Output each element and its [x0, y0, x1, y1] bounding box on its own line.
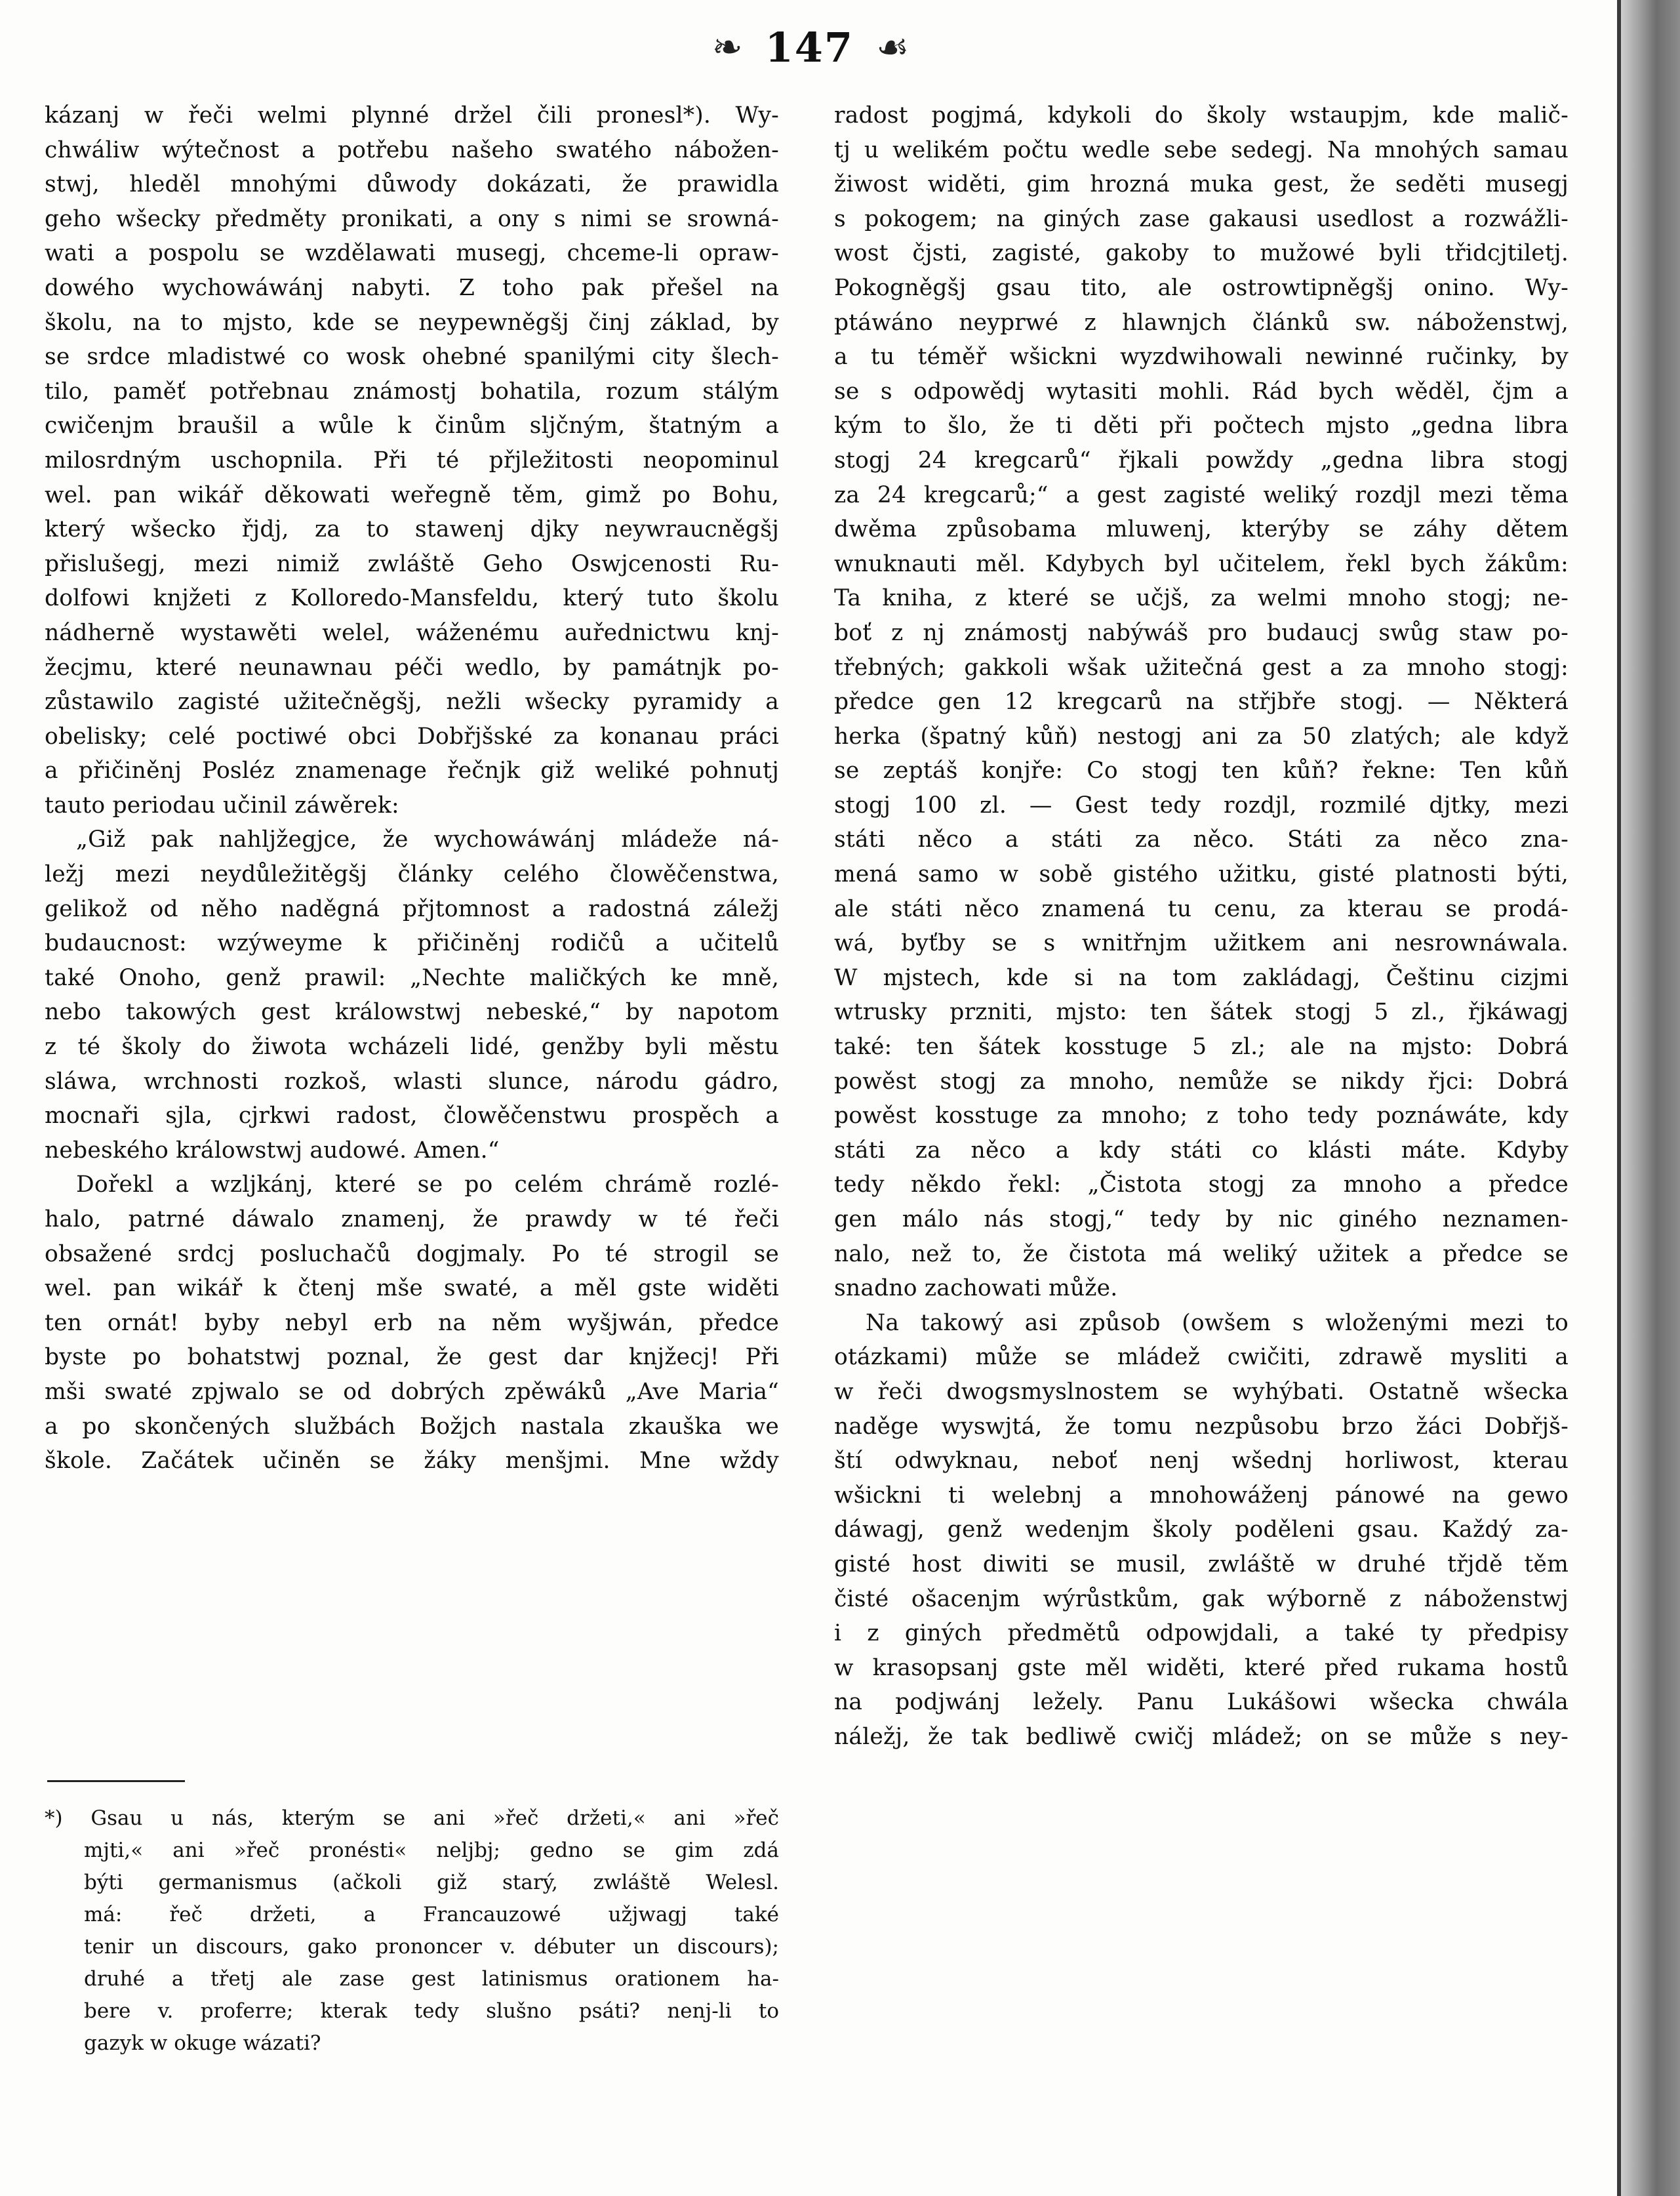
- text-line: W mjstech, kde si na tom zakládagj, Češtinu cizjmi: [834, 964, 1569, 991]
- text-line: Dořekl a wzljkánj, které se po celém chrámě rozlé-: [76, 1171, 779, 1198]
- text-line: obsažené srdcj posluchačů dogjmaly. Po té strogil se: [45, 1240, 779, 1267]
- text-line: se srdce mladistwé co wosk ohebné spanilými city šlech-: [45, 344, 779, 371]
- text-line: stogj 100 zl. — Gest tedy rozdjl, rozmilé djtky, mezi: [834, 792, 1569, 819]
- text-line: gen málo nás stogj,“ tedy by nic giného neznamen-: [834, 1206, 1569, 1232]
- text-line: a tu téměř wšickni wyzdwihowali newinné ručinky, by: [834, 344, 1569, 371]
- text-line: i z giných předmětů odpowjdali, a také ty předpisy: [834, 1620, 1569, 1647]
- text-line: gisté host diwiti se musil, zwláště w druhé třjdě těm: [834, 1551, 1569, 1577]
- text-line: zůstawilo zagisté užitečněgšj, nežli wšecky pyramidy a: [45, 689, 779, 716]
- text-line: kým to šlo, že ti děti při počtech mjsto „gedna libra: [834, 413, 1569, 439]
- text-line: gelikož od něho naděgná přjtomnost a radostná záležj: [45, 895, 779, 922]
- text-line: chwáliw wýtečnost a potřebu našeho swatého nábožen-: [45, 136, 779, 163]
- text-line: ale státi něco znamená tu cenu, za kterau se prodá-: [834, 895, 1569, 922]
- right-column: [834, 98, 1569, 1789]
- text-line: otázkami) může se mládež cwičiti, zdrawě mysliti a: [834, 1344, 1569, 1371]
- text-line: tauto periodau učinil záwěrek:: [45, 792, 399, 819]
- text-line: který wšecko řjdj, za to stawenj djky neywraucněgšj: [45, 516, 779, 543]
- text-line: kázanj w řeči welmi plynné držel čili pronesl*). Wy-: [45, 102, 779, 129]
- text-line: wšickni ti welebnj a mnohowáženj pánowé na gewo: [834, 1482, 1569, 1509]
- text-line: přislušegj, mezi nimiž zwláště Geho Oswjcenosti Ru-: [45, 550, 779, 577]
- text-line: tedy někdo řekl: „Čistota stogj za mnoho a předce: [834, 1171, 1569, 1198]
- text-line: budaucnost: wzýweyme k přičiněnj rodičů a učitelů: [45, 930, 779, 957]
- text-line: také Onoho, genž prawil: „Nechte maličkých ke mně,: [45, 964, 779, 991]
- footnote-line: tenir un discours, gako prononcer v. débuter un discours);: [84, 1935, 779, 1959]
- text-line: Ta kniha, z které se učjš, za welmi mnoho stogj; ne-: [834, 585, 1569, 612]
- text-line: wati a pospolu se wzdělawati musegj, chceme-li opraw-: [45, 240, 779, 267]
- text-line: nebo takowých gest králowstwj nebeské,“ by napotom: [45, 999, 779, 1026]
- text-line: wost čjsti, zagisté, gakoby to mužowé byli třidcjtiletj.: [834, 240, 1569, 267]
- text-line: milosrdným uschopnila. Při té přjležitosti neopominul: [45, 447, 779, 474]
- text-line: nalo, než to, že čistota má weliký užitek a předce se: [834, 1240, 1569, 1267]
- text-line: školu, na to mjsto, kde se neypewněgšj činj základ, by: [45, 309, 779, 336]
- text-line: ští odwyknau, neboť nenj wšednj horliwost, kterau: [834, 1448, 1569, 1474]
- text-line: wnuknauti měl. Kdybych byl učitelem, řekl bych žákům:: [834, 550, 1569, 577]
- text-line: stwj, hleděl mnohými důwody dokázati, že prawidla: [45, 171, 779, 198]
- text-line: snadno zachowati může.: [834, 1275, 1118, 1302]
- text-line: státi něco a státi za něco. Státi za něco zna-: [834, 826, 1569, 853]
- text-line: w krasopsanj gste měl widěti, které před rukama hostů: [834, 1654, 1569, 1681]
- text-line: Pokogněgšj gsau tito, ale ostrowtipněgšj onino. Wy-: [834, 274, 1569, 301]
- text-line: wel. pan wikář děkowati weřegně těm, gimž po Bohu,: [45, 481, 779, 508]
- text-line: mená samo w sobě gistého užitku, gisté platnosti býti,: [834, 861, 1569, 888]
- text-line: a po skončených službách Božjch nastala zkauška we: [45, 1413, 779, 1440]
- text-line: také: ten šátek kosstuge 5 zl.; ale na mjsto: Dobrá: [834, 1034, 1569, 1061]
- footnote-line: *) Gsau u nás, kterým se ani »řeč držeti,« ani »řeč: [45, 1806, 779, 1830]
- ornament-right-icon: ☙: [876, 26, 910, 69]
- text-line: ležj mezi neydůležitěgšj články celého člowěčenstwa,: [45, 861, 779, 888]
- text-line: z té školy do žiwota wcházeli lidé, genžby byli městu: [45, 1034, 779, 1061]
- text-line: obelisky; celé poctiwé obci Dobřjšské za konanau práci: [45, 723, 779, 750]
- text-line: na podjwánj ležely. Panu Lukášowi wšecka chwála: [834, 1689, 1569, 1716]
- text-line: naděge wyswjtá, že tomu nezpůsobu brzo žáci Dobřjš-: [834, 1413, 1569, 1440]
- left-column: [45, 98, 779, 1478]
- text-line: dolfowi knjžeti z Kolloredo-Mansfeldu, který tuto školu: [45, 585, 779, 612]
- text-line: sláwa, wrchnosti rozkoš, wlasti slunce, národu gádro,: [45, 1068, 779, 1095]
- text-line: wá, byťby se s wnitřnjm užitkem ani nesrownáwala.: [834, 930, 1569, 957]
- ornament-left-icon: ❧: [711, 26, 743, 69]
- text-line: žiwost widěti, gim hrozná muka gest, že seděti musegj: [834, 171, 1569, 198]
- text-line: radost pogjmá, kdykoli do školy wstaupjm, kde malič-: [834, 102, 1569, 129]
- text-line: státi za něco a kdy státi co klásti máte. Kdyby: [834, 1137, 1569, 1164]
- text-line: byste po bohatstwj poznal, že gest dar knjžecj! Při: [45, 1344, 779, 1371]
- footnote-line: mjti,« ani »řeč pronésti« neljbj; gedno se gim zdá: [84, 1839, 779, 1862]
- text-line: powěst kosstuge za mnoho; z toho tedy poznáwáte, kdy: [834, 1103, 1569, 1129]
- text-line: „Giž pak nahljžegjce, že wychowáwánj mládeže ná-: [76, 826, 779, 853]
- footnote-line: býti germanismus (ačkoli giž starý, zwláště Welesl.: [84, 1871, 779, 1894]
- text-line: náležj, že tak bedliwě cwičj mládež; on se může s ney-: [834, 1723, 1569, 1750]
- footnote-line: druhé a třetj ale zase gest latinismus orationem ha-: [84, 1967, 779, 1991]
- page-header: [0, 24, 1621, 71]
- text-line: ptáwáno neyprwé z hlawnjch článků sw. náboženstwj,: [834, 309, 1569, 336]
- text-line: halo, patrné dáwalo znamenj, že prawdy w té řeči: [45, 1206, 779, 1232]
- text-line: mocnaři sjla, cjrkwi radost, člowěčenstwu prospěch a: [45, 1103, 779, 1129]
- text-line: se s odpowědj wytasiti mohli. Rád bych wěděl, čjm a: [834, 378, 1569, 405]
- text-line: dowého wychowáwánj nabyti. Z toho pak přešel na: [45, 274, 779, 301]
- text-line: za 24 kregcarů;“ a gest zagisté weliký rozdjl mezi těma: [834, 481, 1569, 508]
- text-line: geho wšecky předměty pronikati, a ony s nimi se srowná-: [45, 205, 779, 232]
- scan-page-edge: [1621, 0, 1680, 2196]
- text-line: nebeského králowstwj audowé. Amen.“: [45, 1137, 500, 1164]
- text-line: ten ornát! byby nebyl erb na něm wyšjwán, předce: [45, 1309, 779, 1336]
- footnote-line: má: řeč držeti, a Francauzowé užjwagj také: [84, 1903, 779, 1926]
- footnote-line: gazyk w okuge wázati?: [84, 2031, 321, 2055]
- text-line: boť z nj známostj nabýwáš pro budaucj swůg staw po-: [834, 619, 1569, 646]
- text-line: škole. Začátek učiněn se žáky menšjmi. Mne wždy: [45, 1448, 779, 1474]
- text-line: w řeči dwogsmyslnostem se wyhýbati. Ostatně wšecka: [834, 1378, 1569, 1405]
- text-line: Na takowý asi způsob (owšem s wloženými mezi to: [866, 1309, 1569, 1336]
- text-line: stogj 24 kregcarů“ řjkali powždy „gedna libra stogj: [834, 447, 1569, 474]
- text-line: [834, 1755, 1569, 1789]
- text-line: tilo, paměť potřebnau známostj bohatila, rozum stálým: [45, 378, 779, 405]
- text-line: mši swaté zpjwalo se od dobrých zpěwáků „Ave Maria“: [45, 1378, 779, 1405]
- text-line: dáwagj, genž wedenjm školy poděleni gsau. Každý za-: [834, 1516, 1569, 1543]
- text-line: třebných; gakkoli wšak užitečná gest a za mnoho stogj:: [834, 654, 1569, 681]
- footnote-divider: [47, 1780, 185, 1782]
- text-line: wtrusky przniti, mjsto: ten šátek stogj 5 zl., řjkáwagj: [834, 999, 1569, 1026]
- text-line: s pokogem; na giných zase gakausi usedlost a rozwážli-: [834, 205, 1569, 232]
- footnote-line: bere v. proferre; kterak tedy slušno psáti? nenj-li to: [84, 1999, 779, 2023]
- text-line: čisté ošacenjm wýrůstkům, gak wýborně z náboženstwj: [834, 1585, 1569, 1612]
- text-line: tj u welikém počtu wedle sebe sedegj. Na mnohých samau: [834, 136, 1569, 163]
- footnote: [45, 1802, 779, 2060]
- text-line: powěst stogj za mnoho, nemůže se nikdy řjci: Dobrá: [834, 1068, 1569, 1095]
- text-line: nádherně wystawěti welel, wáženému auřednictwu knj-: [45, 619, 779, 646]
- text-line: se zeptáš konjře: Co stogj ten kůň? řekne: Ten kůň: [834, 758, 1569, 784]
- text-line: předce gen 12 kregcarů na střjbře stogj. — Některá: [834, 689, 1569, 716]
- text-line: dwěma způsobama mluwenj, kterýby se záhy dětem: [834, 516, 1569, 543]
- text-line: cwičenjm braušil a wůle k činům sljčným, štatným a: [45, 413, 779, 439]
- text-line: žecjmu, které neunawnau péči wedlo, by památnjk po-: [45, 654, 779, 681]
- text-line: herka (špatný kůň) nestogj ani za 50 zlatých; ale když: [834, 723, 1569, 750]
- text-line: a přičiněnj Posléz znamenage řečnjk giž weliké pohnutj: [45, 758, 779, 784]
- text-line: wel. pan wikář k čtenj mše swaté, a měl gste widěti: [45, 1275, 779, 1302]
- page-number: 147: [765, 24, 854, 71]
